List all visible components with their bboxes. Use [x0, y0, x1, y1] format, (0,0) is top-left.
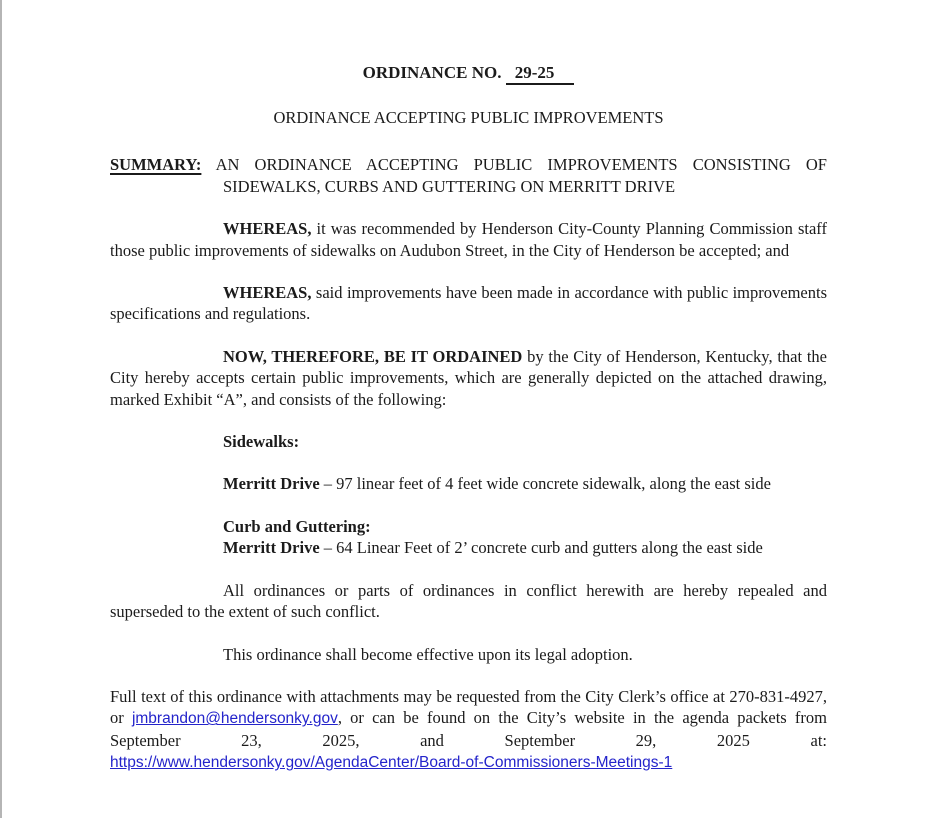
curb-item: [223, 537, 827, 558]
whereas-1-label: WHEREAS,: [223, 219, 312, 239]
agenda-url-link[interactable]: https://www.hendersonky.gov/AgendaCenter/Board-of-Commissioners-Meetings-1: [110, 754, 673, 772]
summary-label: SUMMARY:: [110, 155, 202, 175]
ordained-paragraph: [110, 346, 827, 410]
whereas-1-text: it was recommended by Henderson City-County Planning Commission staff those public improvements of sidewalks on Audubon Street, in the City of Henderson be accepted; and: [110, 219, 827, 260]
sidewalks-heading: Sidewalks:: [223, 432, 300, 452]
whereas-2-label: WHEREAS,: [223, 283, 312, 303]
fulltext-part1: Full text of this ordinance with attachments may be requested from the City Clerk’s office at 270-831-4927, or: [110, 686, 827, 728]
ordinance-title-label: ORDINANCE NO.: [362, 63, 502, 82]
effective-paragraph: This ordinance shall become effective upon its legal adoption.: [223, 644, 633, 664]
summary-paragraph: [110, 154, 827, 197]
whereas-paragraph-1: [110, 218, 827, 261]
curb-text: – 64 Linear Feet of 2’ concrete curb and gutters along the east side: [319, 538, 763, 558]
sidewalks-item: [223, 473, 827, 494]
ordinance-title: [110, 62, 827, 85]
sidewalks-street: Merritt Drive: [223, 474, 320, 494]
ordained-text: by the City of Henderson, Kentucky, that the City hereby accepts certain public improvements, which are generally depicted on the attached drawing, marked Exhibit “A”, and consists of the following:: [110, 346, 827, 409]
email-link[interactable]: jmbrandon@hendersonky.gov: [131, 710, 338, 728]
document-content: [2, 0, 934, 774]
sidewalks-text: – 97 linear feet of 4 feet wide concrete sidewalk, along the east side: [319, 474, 771, 494]
curb-heading: Curb and Guttering:: [223, 516, 371, 536]
ordinance-number: 29-25: [506, 63, 575, 85]
whereas-2-text: said improvements have been made in accordance with public improvements specifications and regulations.: [110, 283, 827, 324]
summary-text: AN ORDINANCE ACCEPTING PUBLIC IMPROVEMENTS CONSISTING OF SIDEWALKS, CURBS AND GUTTERING ON MERRITT DRIVE: [201, 155, 827, 196]
repeal-paragraph: All ordinances or parts of ordinances in conflict herewith are hereby repealed and superseded to the extent of such conflict.: [110, 580, 827, 622]
fulltext-paragraph: [110, 686, 827, 774]
ordinance-subtitle: ORDINANCE ACCEPTING PUBLIC IMPROVEMENTS: [273, 108, 664, 127]
fulltext-part2: , or can be found on the City’s website in the agenda packets from September 23, 2025, and September 29, 2025 at:: [110, 708, 827, 750]
ordained-label: NOW, THEREFORE, BE IT ORDAINED: [223, 346, 523, 366]
whereas-paragraph-2: [110, 282, 827, 325]
curb-street: Merritt Drive: [223, 538, 320, 558]
